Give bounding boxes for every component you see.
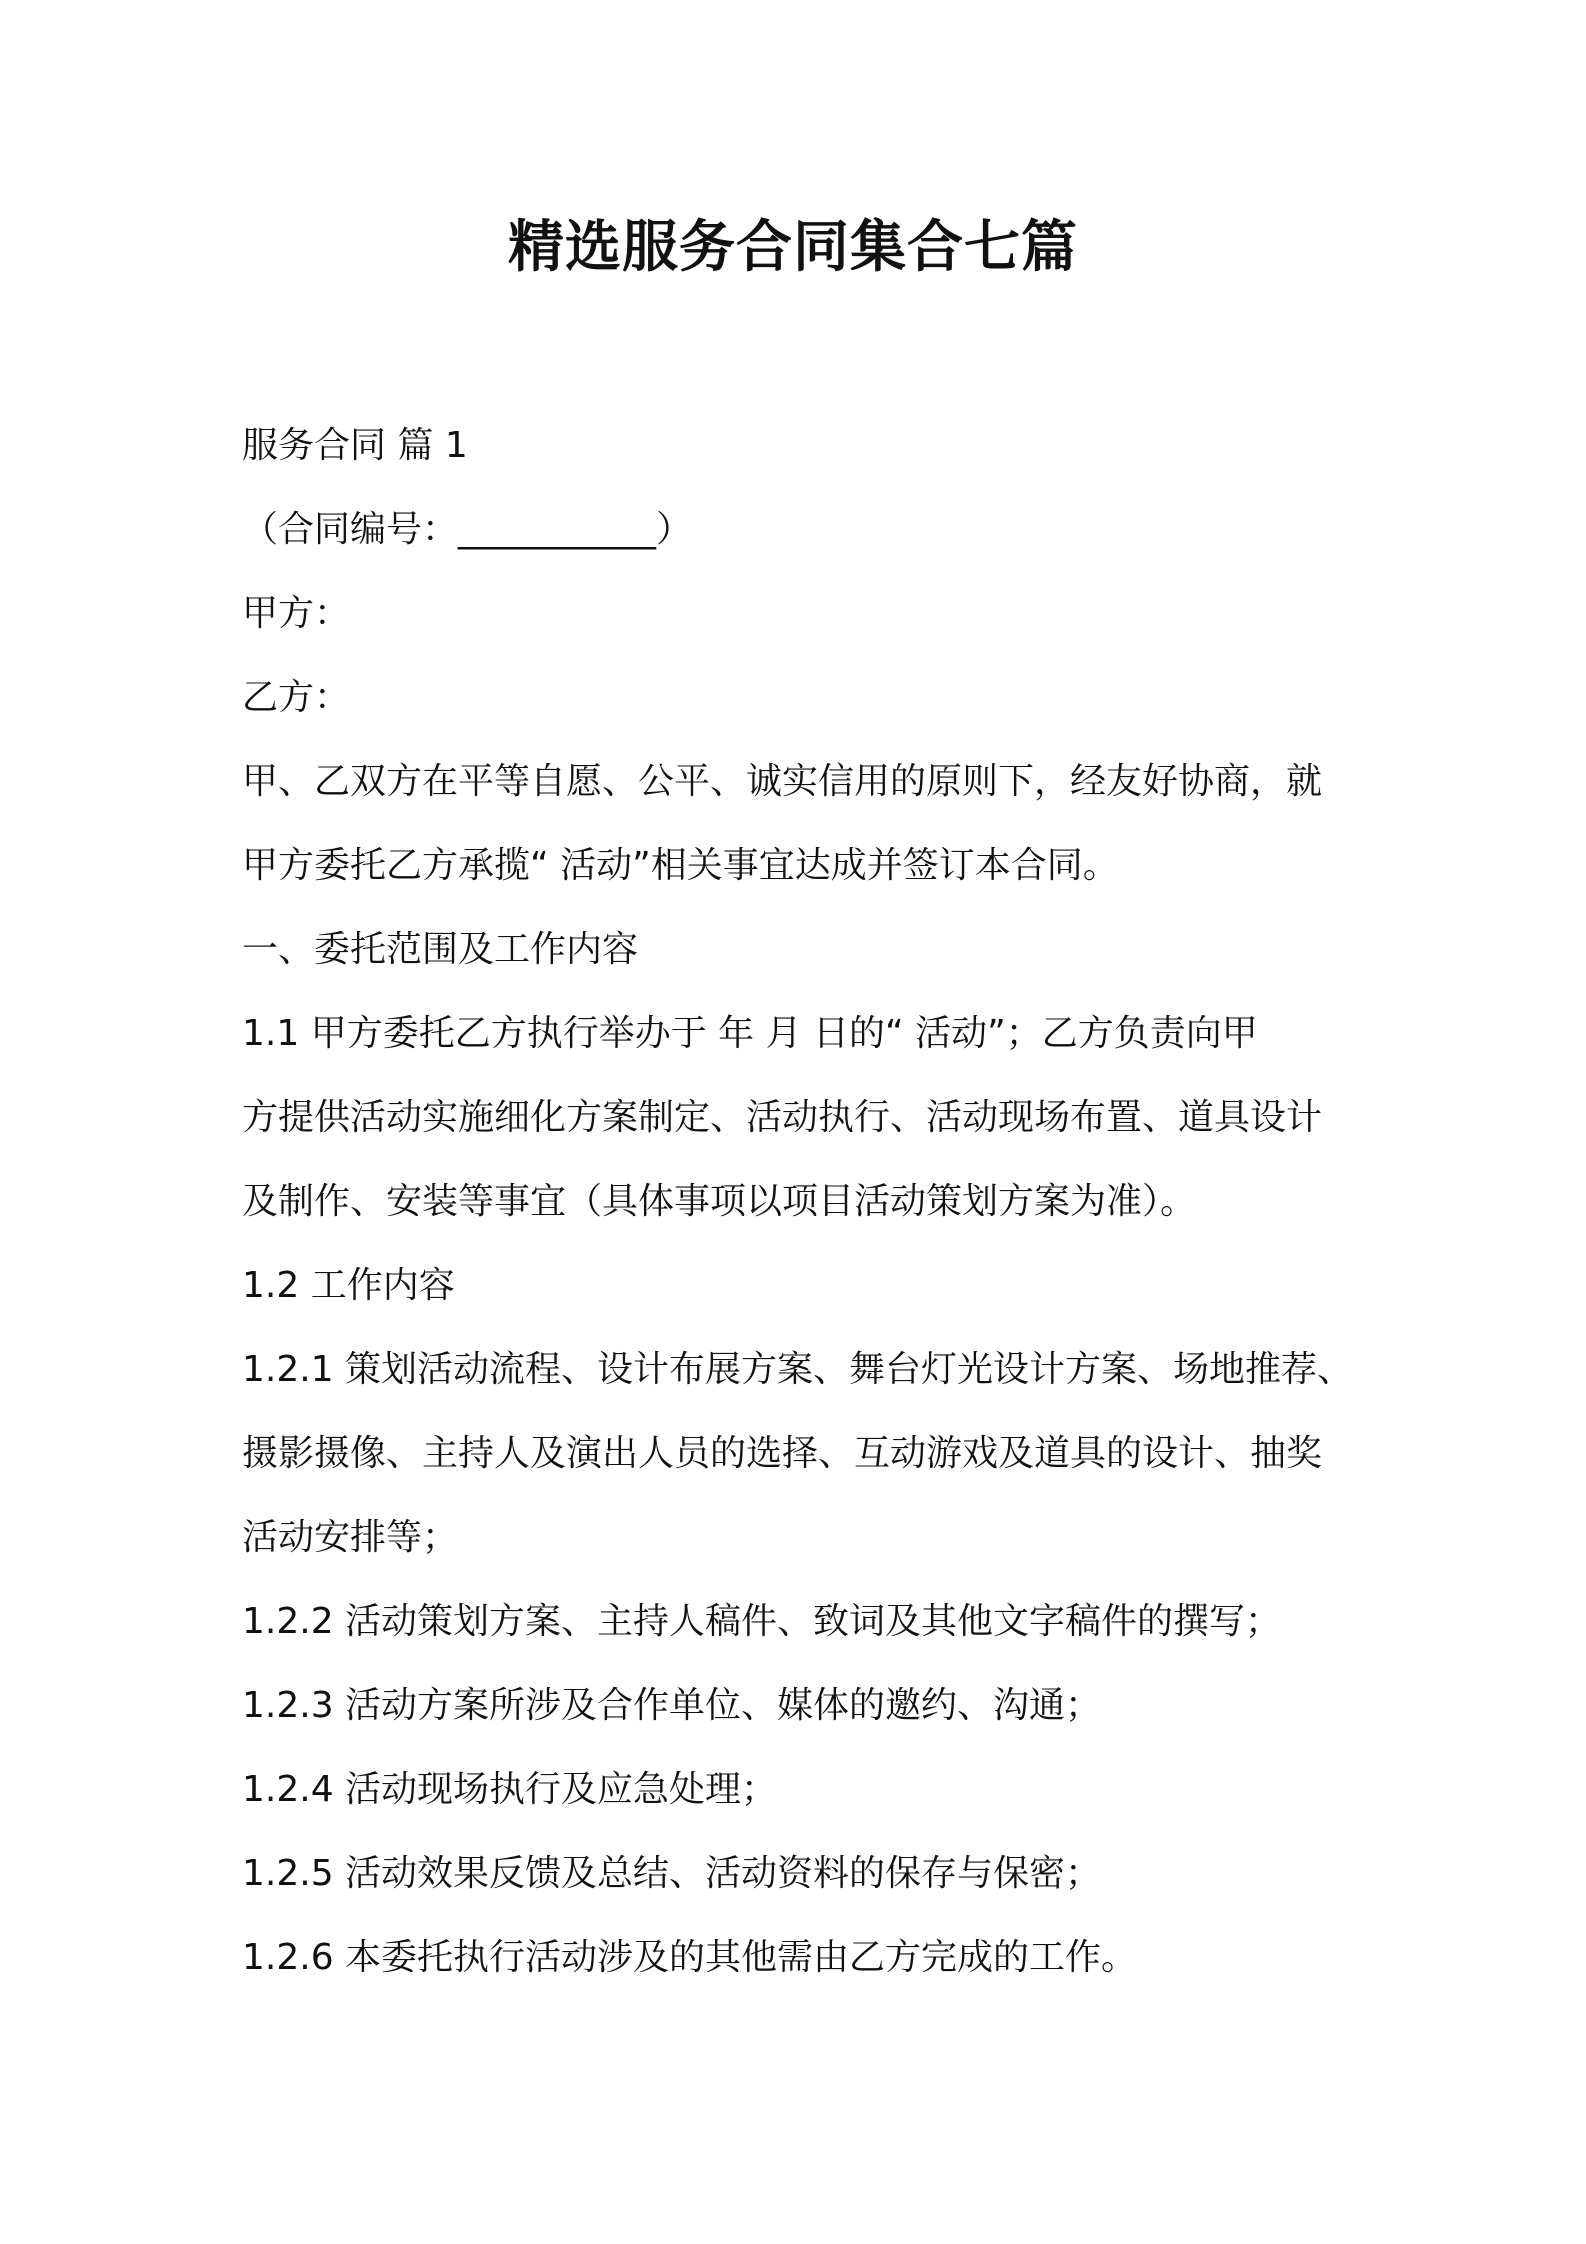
subclause-heading: 1.2 工作内容 <box>242 1265 455 1306</box>
party-b-line: 乙方： <box>242 677 351 718</box>
paragraph-line: 及制作、安装等事宜（具体事项以项目活动策划方案为准）。 <box>242 1181 1197 1222</box>
paragraph-line: 甲、乙双方在平等自愿、公平、诚实信用的原则下，经友好协商，就 <box>242 761 1323 802</box>
paragraph-line: 1.2.4 活动现场执行及应急处理； <box>242 1769 778 1810</box>
paragraph-line: 甲方委托乙方承揽“ 活动”相关事宜达成并签订本合同。 <box>242 845 1119 886</box>
paragraph-line: 1.2.6 本委托执行活动涉及的其他需由乙方完成的工作。 <box>242 1937 1138 1978</box>
document-title: 精选服务合同集合七篇 <box>508 215 1078 280</box>
paragraph-line: 1.2.2 活动策划方案、主持人稿件、致词及其他文字稿件的撰写； <box>242 1601 1282 1642</box>
document-body <box>242 404 1382 2000</box>
paragraph-line: 摄影摄像、主持人及演出人员的选择、互动游戏及道具的设计、抽奖 <box>242 1433 1323 1474</box>
paragraph-line: 方提供活动实施细化方案制定、活动执行、活动现场布置、道具设计 <box>242 1097 1323 1138</box>
paragraph-line: 活动安排等； <box>242 1517 459 1558</box>
contract-number-line: （合同编号：___________） <box>242 509 693 550</box>
paragraph-line: 1.2.1 策划活动流程、设计布展方案、舞台灯光设计方案、场地推荐、 <box>242 1349 1354 1390</box>
paragraph-line: 1.2.3 活动方案所涉及合作单位、媒体的邀约、沟通； <box>242 1685 1102 1726</box>
party-a-line: 甲方： <box>242 593 351 634</box>
paragraph-line: 1.1 甲方委托乙方执行举办于 年 月 日的“ 活动”；乙方负责向甲 <box>242 1013 1258 1054</box>
clause-heading: 一、委托范围及工作内容 <box>242 929 639 970</box>
section-heading: 服务合同 篇 1 <box>242 425 468 466</box>
paragraph-line: 1.2.5 活动效果反馈及总结、活动资料的保存与保密； <box>242 1853 1102 1894</box>
